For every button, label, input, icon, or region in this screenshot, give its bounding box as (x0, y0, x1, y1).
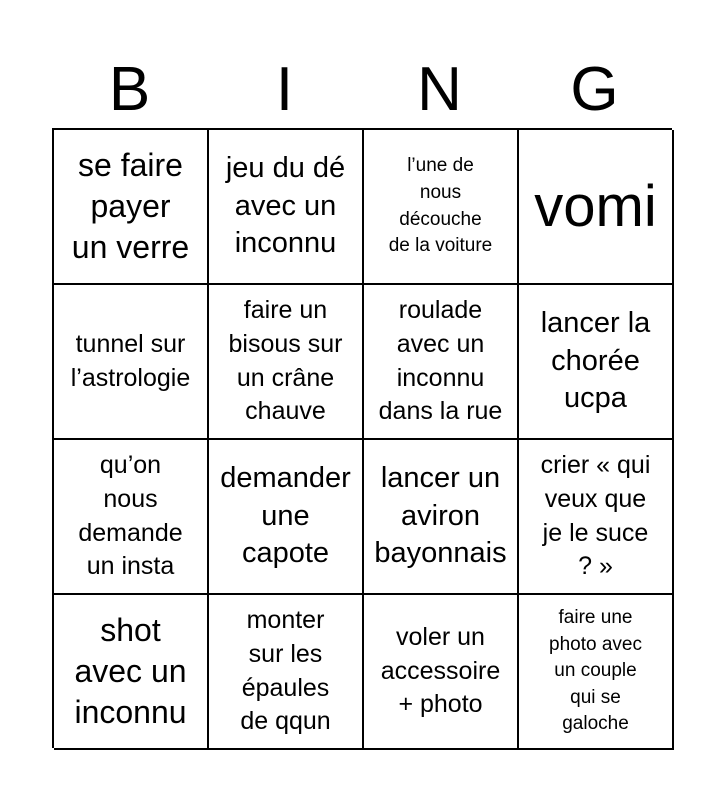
bingo-cell-text: shot avec un inconnu (74, 612, 187, 730)
bingo-cell-3-4 (519, 440, 674, 595)
bingo-cell-4-2 (209, 595, 364, 750)
bingo-cell-text: l’une de nous découche de la voiture (388, 155, 493, 257)
bingo-cell-text: qu’on nous demande un insta (78, 451, 183, 581)
bingo-cell-text: faire une photo avec un couple qui se galoche (549, 607, 642, 735)
bingo-cell-text: jeu du dé avec un inconnu (225, 151, 346, 260)
bingo-cell-text: voler un accessoire + photo (380, 622, 501, 719)
bingo-cell-text: lancer un aviron bayonnais (374, 461, 507, 570)
bingo-cell-1-3 (364, 130, 519, 285)
bingo-header (52, 50, 672, 130)
bingo-cell-text: demander une capote (220, 461, 351, 570)
bingo-cell-4-1 (54, 595, 209, 750)
bingo-cell-text: lancer la chorée ucpa (540, 306, 651, 415)
bingo-cell-3-2 (209, 440, 364, 595)
bingo-cell-text: tunnel sur l’astrologie (70, 329, 191, 392)
bingo-cell-2-4 (519, 285, 674, 440)
header-letter-b: B (108, 55, 151, 124)
header-letter-n: N (417, 55, 462, 124)
bingo-cell-1-1 (54, 130, 209, 285)
bingo-cell-4-3 (364, 595, 519, 750)
bingo-cell-3-3 (364, 440, 519, 595)
bingo-board (52, 128, 672, 748)
bingo-cell-text: faire un bisous sur un crâne chauve (228, 296, 343, 426)
bingo-cell-3-1 (54, 440, 209, 595)
bingo-cell-text: se faire payer un verre (71, 147, 190, 265)
bingo-cell-text: vomi (534, 173, 657, 239)
bingo-cell-1-4 (519, 130, 674, 285)
bingo-cell-2-3 (364, 285, 519, 440)
bingo-cell-text: crier « qui veux que je le suce ? » (540, 451, 651, 581)
bingo-cell-4-4 (519, 595, 674, 750)
bingo-cell-text: roulade avec un inconnu dans la rue (378, 296, 503, 426)
bingo-cell-2-1 (54, 285, 209, 440)
bingo-cell-2-2 (209, 285, 364, 440)
bingo-cell-text: monter sur les épaules de qqun (240, 606, 331, 736)
header-letter-i: I (275, 55, 294, 124)
header-letter-g: G (570, 55, 619, 124)
bingo-cell-1-2 (209, 130, 364, 285)
